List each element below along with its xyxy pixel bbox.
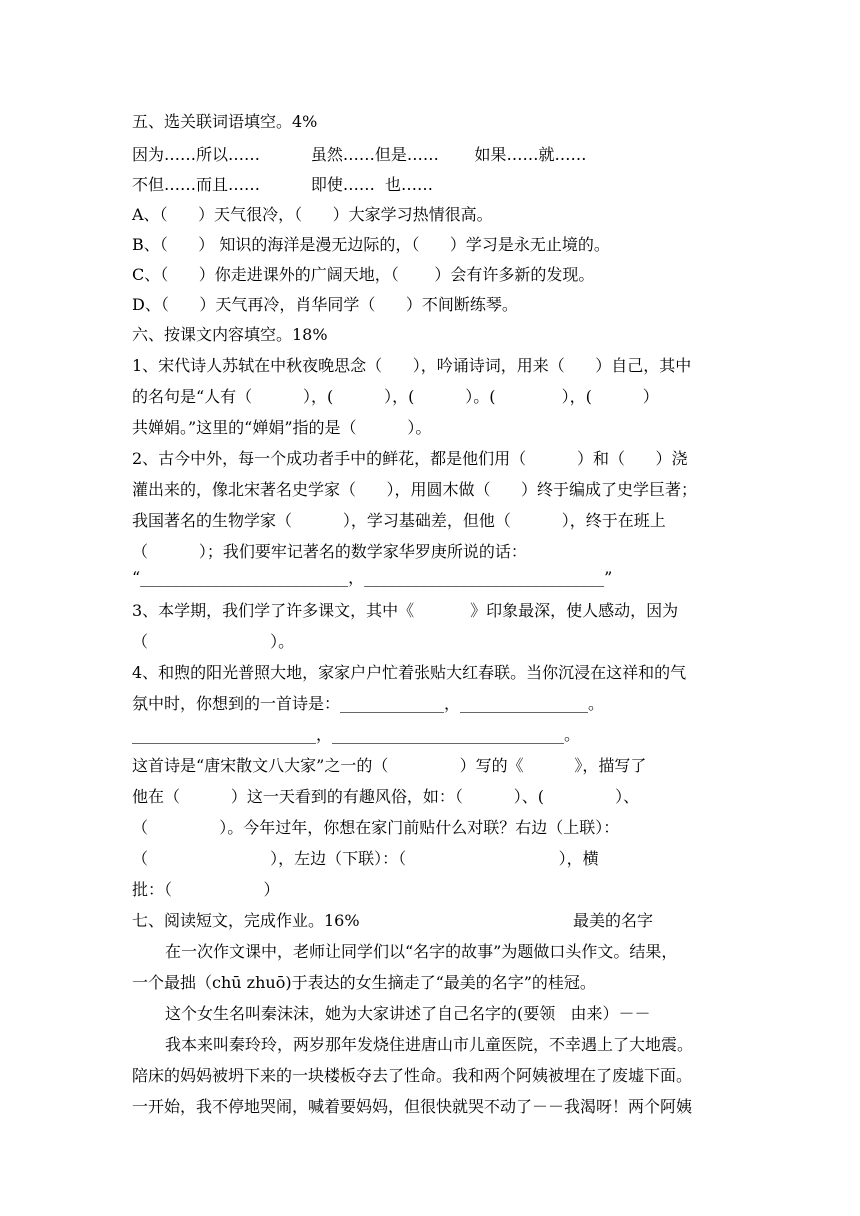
s6-line-4: 2、古今中外，每一个成功者手中的鲜花，都是他们用（ ）和（ ）浇 xyxy=(132,449,688,468)
passage-p1-cont: 一个最拙（chū zhuō)于表达的女生摘走了“最美的名字”的桂冠。 xyxy=(132,973,596,992)
question-b: B、（ ） 知识的海洋是漫无边际的，（ ）学习是永无止境的。 xyxy=(132,235,610,254)
s6-line-13: _______________________，_____________________________。 xyxy=(132,725,581,744)
s6-line-18: 批：（ ） xyxy=(132,880,280,899)
s6-line-14: 这首诗是“唐宋散文八大家”之一的（ ）写的《 》，描写了 xyxy=(132,756,647,775)
question-d: D、（ ）天气再冷，肖华同学（ ）不间断练琴。 xyxy=(132,295,518,314)
s6-line-1: 1、宋代诗人苏轼在中秋夜晚思念（ ），吟诵诗词，用来（ ）自己，其中 xyxy=(132,356,692,375)
s6-line-7: （ ）；我们要牢记著名的数学家华罗庚所说的话： xyxy=(132,542,527,561)
s6-line-9: 3、本学期，我们学了许多课文，其中《 》印象最深，使人感动，因为 xyxy=(132,601,679,620)
s6-line-3: 共婵娟。”这里的“婵娟”指的是（ ）。 xyxy=(132,418,432,437)
section6-title: 六、按课文内容填空。18% xyxy=(132,325,328,344)
s6-line-16: （ ）。今年过年，你想在家门前贴什么对联？右边（上联）： xyxy=(132,818,620,837)
conjunction-options-row2: 不但……而且…… 即使…… 也…… xyxy=(132,175,434,194)
section5-title: 五、选关联词语填空。4% xyxy=(132,112,318,131)
conjunction-options-row1: 因为……所以…… 虽然……但是…… 如果……就…… xyxy=(132,145,587,164)
passage-p1: 在一次作文课中，老师让同学们以“名字的故事”为题做口头作文。结果， xyxy=(165,942,678,961)
passage-p3-cont2: 一开始，我不停地哭闹，喊着要妈妈，但很快就哭不动了－－我渴呀！两个阿姨 xyxy=(132,1097,693,1116)
s6-line-12: 氛中时，你想到的一首诗是：_____________，________________。 xyxy=(132,694,605,713)
s6-line-10: （ ）。 xyxy=(132,632,295,651)
s6-line-6: 我国著名的生物学家（ ），学习基础差，但他（ ），终于在班上 xyxy=(132,511,666,530)
passage-p3-cont1: 陪床的妈妈被坍下来的一块楼板夺去了性命。我和两个阿姨被埋在了废墟下面。 xyxy=(132,1066,693,1085)
s6-line-15: 他在（ ）这一天看到的有趣风俗，如：（ ）、( ）、 xyxy=(132,787,640,806)
s6-line-17: （ ），左边（下联）：（ ），横 xyxy=(132,849,599,868)
s6-line-2: 的名句是“人有（ ），( ），( ）。( ），( ） xyxy=(132,387,659,406)
section7-title: 七、阅读短文，完成作业。16% xyxy=(132,911,360,930)
s6-line-5: 灌出来的，像北宋著名史学家（ ），用圆木做（ ）终于编成了史学巨著； xyxy=(132,480,698,499)
passage-p3: 我本来叫秦玲玲，两岁那年发烧住进唐山市儿童医院，不幸遇上了大地震。 xyxy=(165,1035,694,1054)
question-c: C、（ ）你走进课外的广阔天地，（ ）会有许多新的发现。 xyxy=(132,265,595,284)
s6-line-11: 4、和煦的阳光普照大地，家家户户忙着张贴大红春联。当你沉浸在这祥和的气 xyxy=(132,663,687,682)
passage-p2: 这个女生名叫秦沫沫，她为大家讲述了自己名字的(要领 由来）－－ xyxy=(165,1004,651,1023)
passage-title: 最美的名字 xyxy=(573,911,654,930)
question-a: A、（ ）天气很冷，（ ）大家学习热情很高。 xyxy=(132,205,493,224)
s6-quote-blanks: “__________________________，______________________________” xyxy=(132,568,613,587)
